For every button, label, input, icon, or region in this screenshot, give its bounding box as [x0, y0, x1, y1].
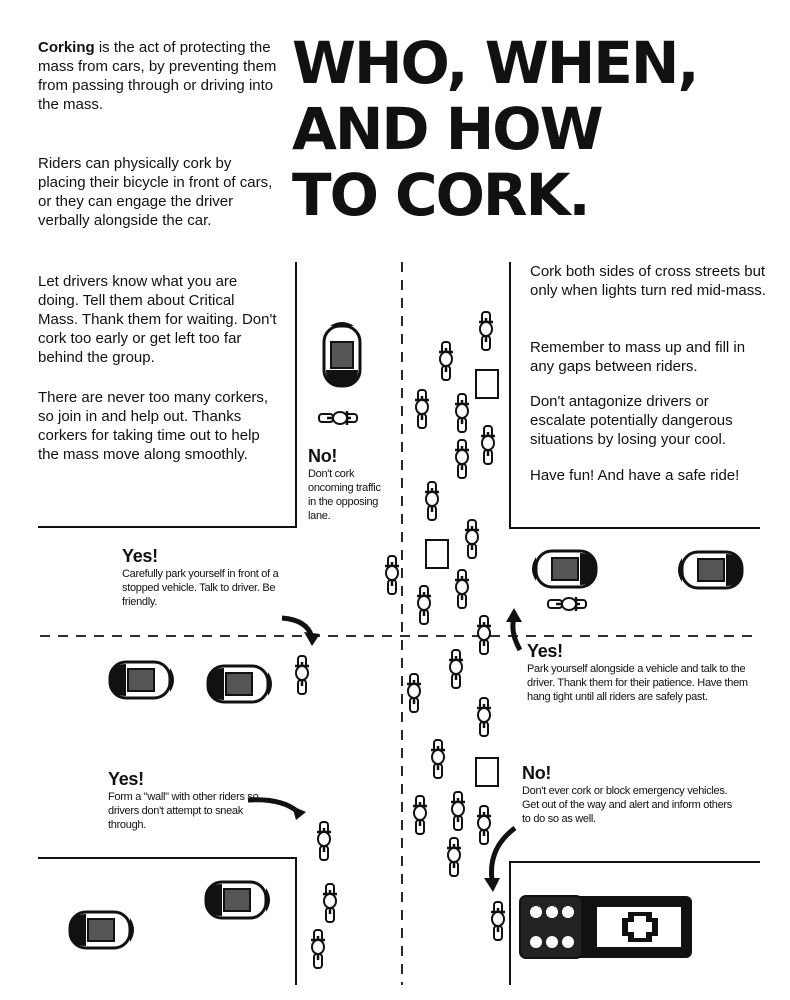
arrow-yes2-icon	[513, 618, 520, 650]
bike-mass-20-icon	[447, 838, 461, 876]
arrowhead-no2-icon	[484, 878, 500, 892]
note-no-emergency-body: Don't ever cork or block emergency vehicles. Get out of the way and alert and inform others to do so as well.	[522, 785, 732, 825]
bike-mass-11-icon	[417, 586, 431, 624]
corking-definition: is the act of protecting the mass from cars, by preventing them from passing through or driving into the mass.	[38, 39, 277, 113]
bike-mass-8-icon	[465, 520, 479, 558]
arrow-no2-icon	[491, 828, 515, 880]
trailer-3	[476, 758, 498, 786]
note-yes-front-body: Carefully park yourself in front of a stopped vehicle. Talk to driver. Be friendly.	[122, 568, 279, 608]
bike-mass-6-icon	[455, 440, 469, 478]
note-yes-wall-head: Yes!	[108, 769, 144, 789]
note-no-emergency	[522, 762, 742, 826]
bike-wall-2-icon	[323, 884, 337, 922]
bike-cork-left-icon	[295, 656, 309, 694]
right-paragraph-4: Have fun! And have a safe ride!	[530, 467, 740, 484]
bike-mass-18-icon	[451, 792, 465, 830]
arrowhead-yes2-icon	[506, 608, 522, 622]
bike-mass-10-icon	[455, 570, 469, 608]
bike-mass-12-icon	[477, 616, 491, 654]
bike-mass-19-icon	[477, 806, 491, 844]
bike-mass-13-icon	[449, 650, 463, 688]
lane-lines	[40, 262, 760, 985]
car-right-2	[678, 552, 742, 588]
note-yes-alongside	[527, 640, 752, 704]
intro-paragraph-3: Let drivers know what you are doing. Tell them about Critical Mass. Thank them for waiting. Don't cork too early or get left too far behind the group.	[38, 273, 277, 366]
bike-mass-7-icon	[425, 482, 439, 520]
bike-mass-2-icon	[439, 342, 453, 380]
bike-mass-17-icon	[413, 796, 427, 834]
note-yes-wall-body: Form a "wall" with other riders so drivers don't attempt to sneak through.	[108, 791, 259, 831]
note-no-opposing	[308, 445, 388, 523]
intro-paragraph-4: There are never too many corkers, so join in and help out. Thanks corkers for taking time out to help the mass move along smoothly.	[38, 389, 269, 463]
note-yes-front-head: Yes!	[122, 546, 158, 566]
bike-wrong-cork-icon	[319, 411, 357, 425]
note-yes-alongside-head: Yes!	[527, 641, 563, 661]
road-edge-top-left	[38, 262, 296, 527]
car-right-1	[532, 551, 596, 587]
bike-mass-5-icon	[481, 426, 495, 464]
trailer-1	[476, 370, 498, 398]
note-no-opposing-head: No!	[308, 446, 338, 466]
car-bottom-2	[206, 882, 270, 918]
road-edges	[38, 262, 760, 985]
title-line-2: AND HOW	[292, 95, 602, 163]
arrowhead-yes3-icon	[292, 806, 306, 820]
bike-cork-right-icon	[548, 597, 586, 611]
bike-mass-16-icon	[431, 740, 445, 778]
right-paragraph-2: Remember to mass up and fill in any gaps between riders.	[530, 339, 746, 375]
intro-paragraph-2: Riders can physically cork by placing their bicycle in front of cars, or they can engage the driver verbally alongside the car.	[38, 155, 273, 229]
bike-wall-1-icon	[317, 822, 331, 860]
note-yes-front	[122, 545, 292, 609]
car-left-2	[208, 666, 272, 702]
note-no-opposing-body: Don't cork oncoming traffic in the opposing lane.	[308, 468, 381, 522]
bike-mass-21-icon	[491, 902, 505, 940]
right-paragraph-1: Cork both sides of cross streets but only when lights turn red mid-mass.	[530, 263, 766, 299]
road-edge-top-right	[510, 262, 760, 528]
bike-wall-3-icon	[311, 930, 325, 968]
car-left-1	[110, 662, 174, 698]
note-yes-alongside-body: Park yourself alongside a vehicle and talk to the driver. Thank them for their patience. Have them hang tight until all riders are safely past.	[527, 663, 748, 703]
note-yes-wall	[108, 768, 278, 832]
car-top-opposing	[324, 322, 360, 386]
bike-mass-15-icon	[477, 698, 491, 736]
arrowhead-yes1-icon	[304, 632, 320, 646]
note-no-emergency-head: No!	[522, 763, 552, 783]
bike-mass-14-icon	[407, 674, 421, 712]
bike-mass-4-icon	[455, 394, 469, 432]
bike-mass-1-icon	[479, 312, 493, 350]
title-line-3: TO CORK.	[292, 161, 589, 229]
trailer-2	[426, 540, 448, 568]
title-line-1: WHO, WHEN,	[292, 29, 698, 97]
bike-mass-3-icon	[415, 390, 429, 428]
right-paragraph-3: Don't antagonize drivers or escalate potentially dangerous situations by losing your cool.	[530, 393, 733, 448]
ambulance-icon	[520, 896, 692, 958]
bike-mass-9-icon	[385, 556, 399, 594]
car-bottom-1	[70, 912, 134, 948]
bike-mass	[311, 312, 505, 968]
corking-term: Corking	[38, 39, 95, 56]
